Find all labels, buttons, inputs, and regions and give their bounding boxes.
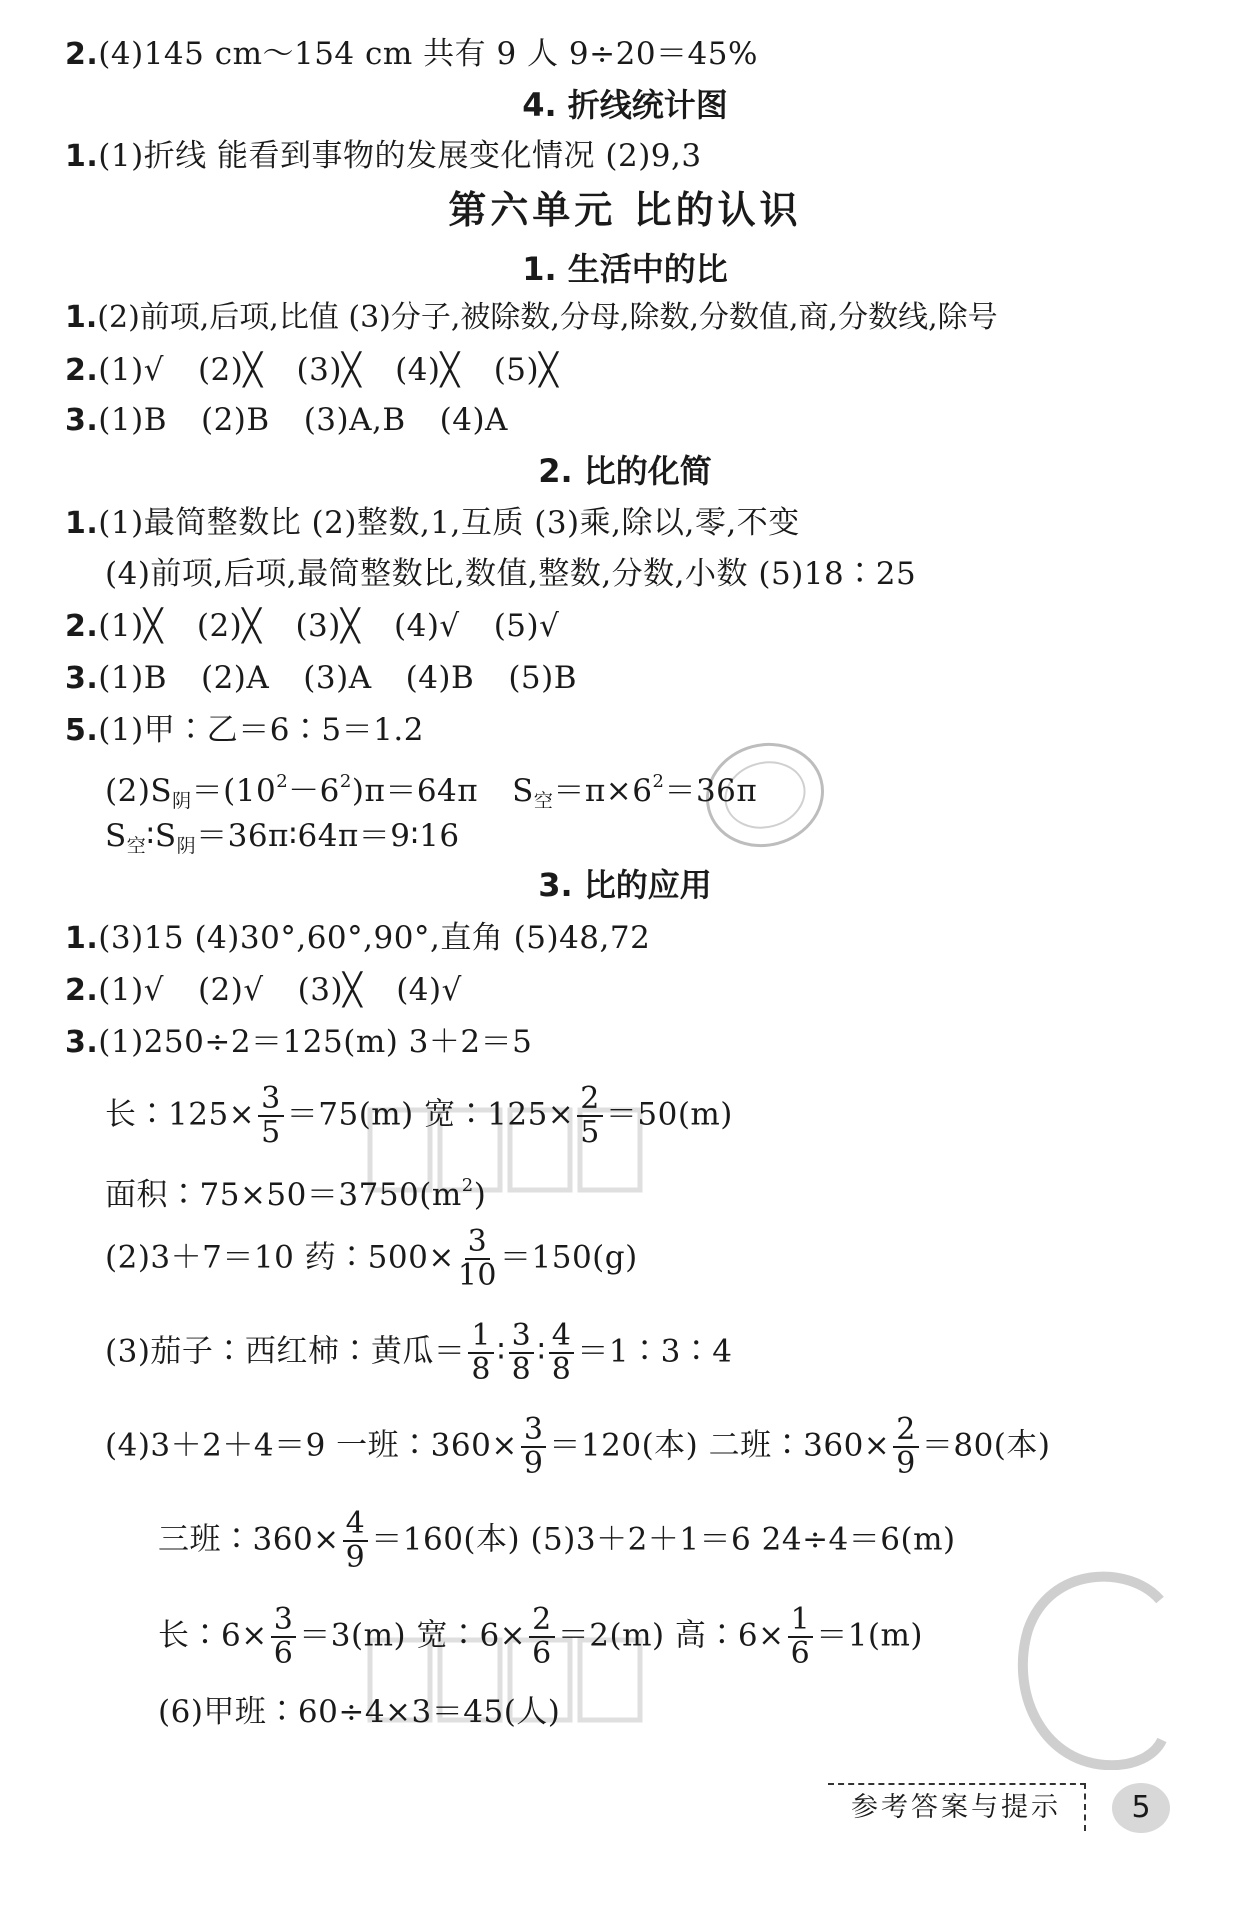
answer-line bbox=[158, 1694, 560, 1730]
answer-item: (3)╳ bbox=[297, 972, 363, 1008]
answer-line bbox=[65, 138, 702, 175]
formula-text: 长∶125× bbox=[105, 1096, 256, 1133]
answer-text: (1)最简整数比 (2)整数,1,互质 (3)乘,除以,零,不变 bbox=[98, 505, 800, 541]
formula-line bbox=[158, 1604, 923, 1670]
question-number: 3. bbox=[65, 1025, 99, 1060]
answer-line bbox=[65, 920, 650, 957]
formula-line bbox=[105, 764, 757, 819]
fraction bbox=[458, 1226, 497, 1292]
answer-item: (3)╳ bbox=[296, 352, 362, 388]
denominator: 9 bbox=[345, 1540, 366, 1575]
fraction bbox=[468, 1320, 494, 1386]
answer-line bbox=[65, 1024, 532, 1061]
answer-line bbox=[65, 660, 577, 697]
numerator: 3 bbox=[258, 1083, 284, 1117]
formula-text: ＝36π bbox=[664, 773, 758, 809]
formula-text: ＝3(m) 宽∶6× bbox=[299, 1617, 527, 1654]
formula-text: ＝1∶3∶4 bbox=[577, 1333, 733, 1370]
answer-item: (2)√ bbox=[197, 972, 264, 1008]
formula-text: ) bbox=[473, 1177, 487, 1213]
answer-line bbox=[65, 300, 998, 336]
answer-text: (4)145 cm～154 cm 共有 9 人 9÷20＝45% bbox=[98, 36, 758, 72]
numerator: 1 bbox=[468, 1320, 494, 1354]
question-number: 1. bbox=[65, 139, 99, 174]
formula-text: (3)茄子∶西红柿∶黄瓜＝ bbox=[105, 1333, 466, 1370]
section-heading: 3. 比的应用 bbox=[538, 866, 712, 904]
fraction bbox=[509, 1320, 535, 1386]
formula-text: ＝(10 bbox=[191, 773, 277, 809]
question-number: 1. bbox=[65, 506, 99, 541]
formula-line bbox=[105, 1083, 733, 1149]
section-heading: 2. 比的化简 bbox=[538, 452, 712, 490]
formula-text: ＝80(本) bbox=[921, 1427, 1051, 1464]
answer-item: (2)╳ bbox=[196, 608, 262, 644]
answer-text: (6)甲班∶60÷4×3＝45(人) bbox=[158, 1694, 561, 1730]
numerator: 3 bbox=[271, 1604, 297, 1638]
denominator: 10 bbox=[457, 1258, 497, 1293]
fraction bbox=[893, 1414, 919, 1480]
denominator: 6 bbox=[273, 1636, 294, 1671]
denominator: 5 bbox=[580, 1115, 600, 1150]
answer-line bbox=[105, 556, 916, 592]
numerator: 2 bbox=[577, 1083, 603, 1117]
numerator: 3 bbox=[509, 1320, 535, 1354]
formula-text: ＝π×6 bbox=[553, 773, 653, 809]
formula-text: S bbox=[105, 818, 127, 854]
formula-text: ∶ bbox=[497, 1333, 506, 1370]
formula-text: ＝2(m) 高∶6× bbox=[557, 1617, 785, 1654]
formula-line bbox=[105, 1320, 733, 1386]
numerator: 1 bbox=[788, 1604, 814, 1638]
subscript: 空 bbox=[533, 790, 554, 812]
formula-line bbox=[105, 1226, 638, 1292]
formula-text: ∶ bbox=[537, 1333, 546, 1370]
formula-text: 三班∶360× bbox=[158, 1521, 340, 1558]
answer-text: (1)甲∶乙＝6∶5＝1.2 bbox=[98, 712, 424, 748]
answer-line bbox=[65, 505, 800, 542]
answer-item: (4)A bbox=[439, 402, 508, 438]
subscript: 阴 bbox=[172, 790, 192, 812]
question-number: 1. bbox=[65, 921, 99, 956]
fraction bbox=[271, 1604, 297, 1670]
fraction bbox=[343, 1508, 369, 1574]
fraction bbox=[549, 1320, 575, 1386]
answer-line bbox=[65, 608, 559, 645]
numerator: 3 bbox=[465, 1226, 491, 1260]
formula-line bbox=[158, 1508, 956, 1574]
numerator: 2 bbox=[893, 1414, 919, 1448]
formula-text: ＝1(m) bbox=[816, 1617, 924, 1654]
answer-line bbox=[65, 402, 508, 439]
formula-text: ∶S bbox=[146, 818, 177, 854]
superscript: 2 bbox=[461, 1175, 474, 1196]
formula-text: )π＝64π bbox=[351, 773, 479, 809]
denominator: 9 bbox=[523, 1446, 544, 1481]
formula-text: ＝160(本) (5)3＋2＋1＝6 24÷4＝6(m) bbox=[371, 1521, 956, 1558]
formula-line bbox=[105, 1168, 486, 1213]
decorative-c-letter-icon bbox=[1010, 1560, 1170, 1770]
footer-label: 参考答案与提示 bbox=[828, 1783, 1086, 1831]
answer-item: (4)╳ bbox=[395, 352, 460, 388]
answer-text: (1)折线 能看到事物的发展变化情况 (2)9,3 bbox=[98, 138, 702, 174]
subscript: 阴 bbox=[176, 835, 197, 857]
question-number: 3. bbox=[65, 403, 99, 438]
fraction bbox=[258, 1083, 284, 1149]
answer-item: (3)╳ bbox=[295, 608, 361, 644]
answer-line bbox=[65, 972, 462, 1009]
answer-item: (5)B bbox=[508, 660, 578, 696]
formula-text: ＝150(g) bbox=[500, 1239, 638, 1276]
denominator: 5 bbox=[261, 1115, 281, 1150]
answer-item: (3)A,B bbox=[303, 402, 406, 438]
formula-text: (2)3＋7＝10 药∶500× bbox=[105, 1239, 455, 1276]
answer-line bbox=[65, 36, 758, 73]
numerator: 4 bbox=[343, 1508, 369, 1542]
numerator: 3 bbox=[521, 1414, 547, 1448]
section-heading: 4. 折线统计图 bbox=[522, 86, 728, 124]
answer-item: (5)╳ bbox=[493, 352, 559, 388]
formula-text: 面积∶75×50＝3750(m bbox=[105, 1177, 462, 1213]
question-number: 2. bbox=[65, 609, 99, 644]
answer-item: (2)╳ bbox=[197, 352, 263, 388]
answer-item: (1)B bbox=[98, 402, 167, 438]
question-number: 3. bbox=[65, 661, 99, 696]
answer-text: (4)前项,后项,最简整数比,数值,整数,分数,小数 (5)18∶25 bbox=[105, 556, 917, 592]
formula-text: 长∶6× bbox=[158, 1617, 268, 1654]
unit-title: 第六单元 比的认识 bbox=[448, 188, 802, 232]
answer-line bbox=[65, 352, 558, 389]
section-heading: 1. 生活中的比 bbox=[522, 250, 728, 288]
answer-item: (4)√ bbox=[396, 972, 462, 1008]
numerator: 4 bbox=[549, 1320, 575, 1354]
answer-item: (4)B bbox=[405, 660, 475, 696]
fraction bbox=[521, 1414, 547, 1480]
fraction bbox=[529, 1604, 555, 1670]
answer-item: (1)╳ bbox=[98, 608, 163, 644]
answer-item: (2)A bbox=[200, 660, 270, 696]
answer-item: (1)B bbox=[98, 660, 167, 696]
formula-text: ＝120(本) 二班∶360× bbox=[549, 1427, 891, 1464]
superscript: 2 bbox=[276, 771, 289, 792]
formula-line bbox=[105, 818, 460, 864]
formula-text: ＝36π∶64π＝9∶16 bbox=[196, 818, 460, 854]
answer-item: (4)√ bbox=[394, 608, 460, 644]
answer-text: (1)250÷2＝125(m) 3＋2＝5 bbox=[98, 1024, 533, 1060]
page-number: 5 bbox=[1112, 1783, 1170, 1833]
denominator: 8 bbox=[471, 1352, 492, 1387]
question-number: 2. bbox=[65, 37, 99, 72]
answer-item: (3)A bbox=[303, 660, 372, 696]
formula-text: ＝75(m) 宽∶125× bbox=[286, 1096, 575, 1133]
fraction bbox=[577, 1083, 603, 1149]
answer-text: (3)15 (4)30°,60°,90°,直角 (5)48,72 bbox=[98, 920, 651, 956]
question-number: 2. bbox=[65, 353, 99, 388]
answer-item: (5)√ bbox=[493, 608, 560, 644]
formula-text: －6 bbox=[288, 773, 340, 809]
superscript: 2 bbox=[339, 771, 352, 792]
question-number: 2. bbox=[65, 973, 99, 1008]
superscript: 2 bbox=[652, 771, 665, 792]
question-number: 1. bbox=[65, 300, 98, 335]
question-number: 5. bbox=[65, 713, 99, 748]
denominator: 8 bbox=[551, 1352, 572, 1387]
denominator: 9 bbox=[896, 1446, 916, 1481]
denominator: 8 bbox=[511, 1352, 532, 1387]
answer-text: (2)前项,后项,比值 (3)分子,被除数,分母,除数,分数值,商,分数线,除号 bbox=[97, 300, 998, 335]
denominator: 6 bbox=[532, 1636, 552, 1671]
formula-text: S bbox=[512, 773, 534, 809]
denominator: 6 bbox=[790, 1636, 811, 1671]
formula-text: ＝50(m) bbox=[605, 1096, 733, 1133]
answer-item: (2)B bbox=[200, 402, 270, 438]
formula-text: (2)S bbox=[105, 773, 173, 809]
subscript: 空 bbox=[126, 835, 147, 857]
answer-item: (1)√ bbox=[98, 972, 164, 1008]
answer-line bbox=[65, 712, 424, 749]
numerator: 2 bbox=[529, 1604, 555, 1638]
answer-item: (1)√ bbox=[98, 352, 164, 388]
formula-text: (4)3＋2＋4＝9 一班∶360× bbox=[105, 1427, 518, 1464]
formula-line bbox=[105, 1414, 1051, 1480]
fraction bbox=[788, 1604, 814, 1670]
